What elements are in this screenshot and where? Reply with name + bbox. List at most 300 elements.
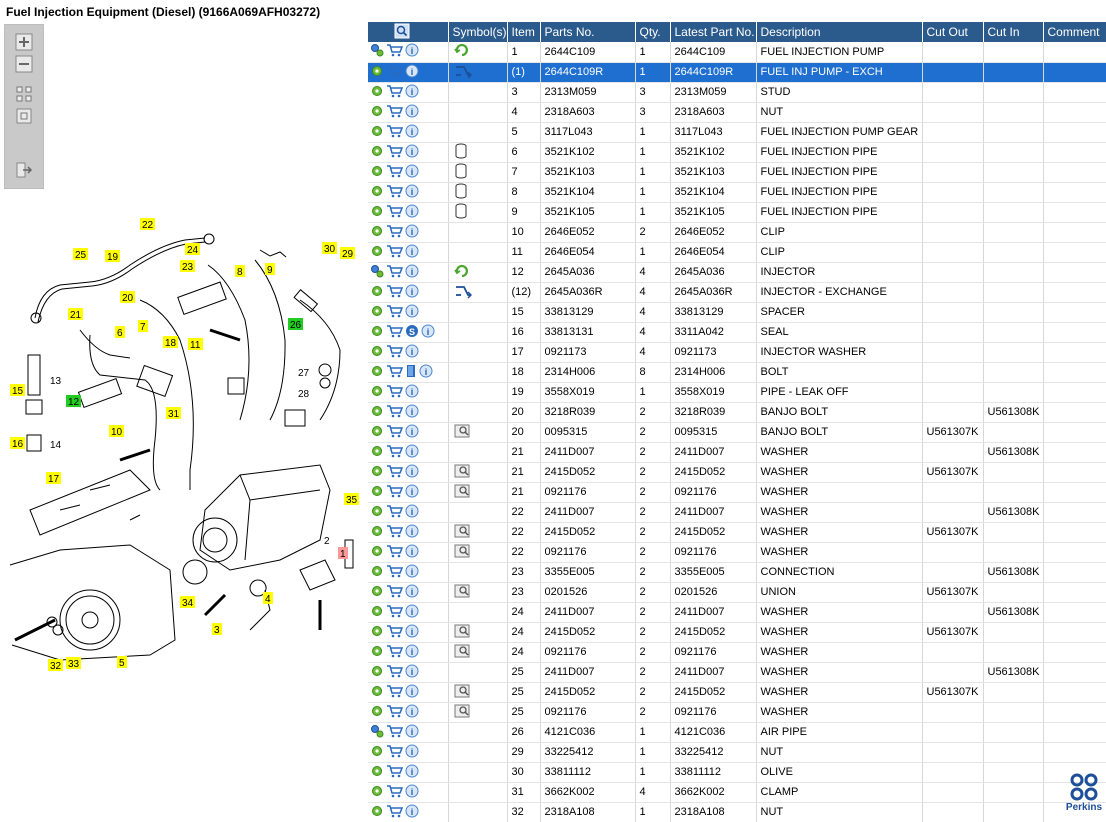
info-icon[interactable]: [405, 204, 419, 221]
table-row[interactable]: [368, 702, 1106, 722]
table-row[interactable]: [368, 722, 1106, 742]
row-cut-in: [983, 242, 1043, 262]
add-to-cart-icon[interactable]: [386, 724, 403, 741]
row-symbol: [448, 102, 507, 122]
info-icon[interactable]: [405, 564, 419, 581]
info-icon[interactable]: [405, 724, 419, 741]
row-part-number: 3218R039: [540, 402, 635, 422]
info-icon[interactable]: [405, 43, 419, 60]
zoom-out-icon[interactable]: [14, 55, 34, 73]
table-row[interactable]: [368, 682, 1106, 702]
svg-text:i: i: [410, 466, 414, 477]
row-cut-in: U561308K: [983, 442, 1043, 462]
gear-icon: [370, 64, 384, 81]
info-icon[interactable]: [405, 804, 419, 821]
row-description: AIR PIPE: [756, 722, 922, 742]
search-doc-icon[interactable]: [454, 684, 472, 701]
svg-text:i: i: [410, 486, 414, 497]
row-latest-part-number: 2415D052: [670, 622, 756, 642]
add-to-cart-icon[interactable]: [386, 184, 403, 201]
callout-17[interactable]: [46, 472, 61, 485]
row-description: INJECTOR: [756, 262, 922, 282]
info-icon[interactable]: [405, 384, 419, 401]
table-row[interactable]: [368, 642, 1106, 662]
row-part-number: 2646E052: [540, 222, 635, 242]
search-doc-icon[interactable]: [454, 644, 472, 661]
header-parts-no[interactable]: Parts No.: [540, 22, 635, 42]
export-icon[interactable]: [14, 161, 34, 179]
callout-28[interactable]: [298, 389, 310, 400]
row-symbol: [448, 342, 507, 362]
row-cut-in: [983, 522, 1043, 542]
row-symbol: [448, 502, 507, 522]
search-doc-icon[interactable]: [454, 524, 472, 541]
row-cut-out: [922, 722, 983, 742]
gear-icon: [370, 484, 384, 501]
row-description: WASHER: [756, 702, 922, 722]
callout-3[interactable]: [212, 623, 222, 636]
callout-33[interactable]: [66, 657, 81, 670]
header-actions[interactable]: [368, 22, 448, 42]
table-row[interactable]: [368, 362, 1106, 382]
header-description[interactable]: Description: [756, 22, 922, 42]
callout-20[interactable]: [120, 291, 135, 304]
callout-22[interactable]: [140, 218, 155, 231]
add-to-cart-icon[interactable]: [386, 264, 403, 281]
header-qty[interactable]: Qty.: [635, 22, 670, 42]
row-latest-part-number: 3117L043: [670, 122, 756, 142]
callout-23[interactable]: [180, 260, 195, 273]
add-to-cart-icon[interactable]: [386, 464, 403, 481]
info-icon[interactable]: [405, 704, 419, 721]
table-search-icon[interactable]: [394, 23, 410, 42]
row-latest-part-number: 2318A603: [670, 102, 756, 122]
table-row[interactable]: [368, 522, 1106, 542]
info-icon[interactable]: [405, 404, 419, 421]
callout-label: 22: [142, 220, 154, 231]
info-icon[interactable]: [405, 524, 419, 541]
row-comment: [1043, 522, 1106, 542]
add-to-cart-icon[interactable]: [386, 344, 403, 361]
info-icon[interactable]: [405, 304, 419, 321]
table-row[interactable]: [368, 302, 1106, 322]
row-part-number: 3355E005: [540, 562, 635, 582]
info-icon[interactable]: [405, 64, 419, 81]
info-icon[interactable]: [405, 184, 419, 201]
row-part-number: 2411D007: [540, 442, 635, 462]
row-latest-part-number: 3311A042: [670, 322, 756, 342]
callout-1[interactable]: [338, 547, 348, 560]
info-icon[interactable]: [405, 544, 419, 561]
row-cut-in: [983, 182, 1043, 202]
info-icon[interactable]: [405, 484, 419, 501]
info-icon[interactable]: [405, 224, 419, 241]
table-row[interactable]: [368, 142, 1106, 162]
row-latest-part-number: 2644C109R: [670, 62, 756, 82]
row-latest-part-number: 2415D052: [670, 682, 756, 702]
row-item: (12): [507, 282, 540, 302]
callout-9[interactable]: [265, 263, 275, 276]
table-row[interactable]: [368, 382, 1106, 402]
info-icon[interactable]: [405, 424, 419, 441]
callout-15[interactable]: [10, 384, 25, 397]
add-to-cart-icon[interactable]: [386, 164, 403, 181]
row-cut-in: [983, 382, 1043, 402]
row-qty: 8: [635, 362, 670, 382]
table-row[interactable]: [368, 622, 1106, 642]
row-cut-out: U561307K: [922, 622, 983, 642]
callout-7[interactable]: [138, 320, 148, 333]
callout-10[interactable]: [109, 425, 124, 438]
add-to-cart-icon[interactable]: [386, 104, 403, 121]
callout-label: 10: [111, 427, 123, 438]
callout-19[interactable]: [105, 250, 120, 263]
row-actions: [368, 202, 448, 222]
info-icon[interactable]: [405, 744, 419, 761]
fit-all-icon[interactable]: [14, 85, 34, 103]
row-qty: 2: [635, 542, 670, 562]
table-row[interactable]: [368, 322, 1106, 342]
callout-27[interactable]: [298, 368, 310, 379]
table-row[interactable]: [368, 242, 1106, 262]
add-to-cart-icon[interactable]: [386, 324, 403, 341]
row-latest-part-number: 0095315: [670, 422, 756, 442]
row-description: STUD: [756, 82, 922, 102]
callout-6[interactable]: [115, 326, 125, 339]
gear-icon: [370, 624, 384, 641]
table-row[interactable]: [368, 102, 1106, 122]
row-actions: [368, 362, 448, 382]
info-icon[interactable]: [405, 344, 419, 361]
header-latest-part-no[interactable]: Latest Part No.: [670, 22, 756, 42]
search-doc-icon[interactable]: [454, 464, 472, 481]
row-actions: [368, 742, 448, 762]
row-comment: [1043, 462, 1106, 482]
svg-text:i: i: [410, 606, 414, 617]
row-comment: [1043, 542, 1106, 562]
search-doc-icon[interactable]: [454, 424, 472, 441]
info-icon[interactable]: [405, 684, 419, 701]
table-row[interactable]: [368, 602, 1106, 622]
search-doc-icon[interactable]: [454, 704, 472, 721]
svg-text:i: i: [410, 586, 414, 597]
add-to-cart-icon[interactable]: [386, 404, 403, 421]
table-row[interactable]: [368, 562, 1106, 582]
add-to-cart-icon[interactable]: [386, 444, 403, 461]
row-part-number: 3662K002: [540, 782, 635, 802]
row-cut-in: [983, 702, 1043, 722]
cylinder-icon: [454, 203, 468, 222]
search-doc-icon[interactable]: [454, 484, 472, 501]
gear-icon: [370, 544, 384, 561]
table-row[interactable]: [368, 182, 1106, 202]
svg-text:i: i: [410, 506, 414, 517]
row-actions: [368, 182, 448, 202]
row-symbol: [448, 202, 507, 222]
info-icon[interactable]: [405, 164, 419, 181]
info-icon[interactable]: [405, 784, 419, 801]
callout-label: 13: [50, 376, 62, 387]
row-actions: [368, 522, 448, 542]
row-comment: [1043, 682, 1106, 702]
row-symbol: [448, 762, 507, 782]
svg-text:i: i: [410, 646, 414, 657]
cylinder-icon: [454, 183, 468, 202]
exploded-parts-diagram: [0, 190, 362, 690]
row-actions: [368, 642, 448, 662]
row-comment: [1043, 82, 1106, 102]
add-to-cart-icon[interactable]: [386, 284, 403, 301]
row-qty: 1: [635, 242, 670, 262]
row-description: CLIP: [756, 222, 922, 242]
callout-25[interactable]: [73, 248, 88, 261]
row-description: BOLT: [756, 362, 922, 382]
callout-5[interactable]: [117, 656, 127, 669]
add-to-cart-icon[interactable]: [386, 564, 403, 581]
info-icon[interactable]: [421, 324, 435, 341]
row-qty: 3: [635, 102, 670, 122]
add-to-cart-icon[interactable]: [386, 304, 403, 321]
row-latest-part-number: 0921176: [670, 642, 756, 662]
callout-34[interactable]: [180, 596, 195, 609]
info-icon[interactable]: [405, 104, 419, 121]
row-cut-out: [922, 602, 983, 622]
header-item[interactable]: Item: [507, 22, 540, 42]
supersession-icon[interactable]: [405, 324, 419, 341]
add-to-cart-icon[interactable]: [386, 204, 403, 221]
fit-page-icon[interactable]: [14, 107, 34, 125]
info-icon[interactable]: [405, 644, 419, 661]
row-part-number: 2415D052: [540, 682, 635, 702]
table-row[interactable]: [368, 162, 1106, 182]
add-to-cart-icon[interactable]: [386, 244, 403, 261]
callout-label: 3: [214, 625, 220, 636]
row-latest-part-number: 2411D007: [670, 602, 756, 622]
table-row[interactable]: [368, 442, 1106, 462]
info-icon[interactable]: [405, 84, 419, 101]
row-part-number: 2645A036R: [540, 282, 635, 302]
row-cut-in: [983, 582, 1043, 602]
table-row[interactable]: [368, 782, 1106, 802]
gears-icon: [370, 43, 384, 60]
row-actions: [368, 442, 448, 462]
row-description: WASHER: [756, 662, 922, 682]
add-to-cart-icon[interactable]: [386, 624, 403, 641]
callout-35[interactable]: [344, 493, 359, 506]
callout-14[interactable]: [50, 440, 62, 451]
row-qty: 4: [635, 342, 670, 362]
add-to-cart-icon[interactable]: [386, 384, 403, 401]
row-qty: 2: [635, 622, 670, 642]
table-row[interactable]: [368, 282, 1106, 302]
table-row[interactable]: [368, 402, 1106, 422]
callout-26[interactable]: [288, 318, 303, 331]
info-icon[interactable]: [405, 624, 419, 641]
info-icon[interactable]: [405, 444, 419, 461]
add-to-cart-icon[interactable]: [386, 584, 403, 601]
add-to-cart-icon[interactable]: [386, 224, 403, 241]
row-cut-in: [983, 102, 1043, 122]
table-row[interactable]: [368, 802, 1106, 822]
add-to-cart-icon[interactable]: [386, 43, 403, 60]
info-icon[interactable]: [405, 144, 419, 161]
callout-label: 28: [298, 389, 310, 400]
svg-text:i: i: [410, 126, 414, 137]
add-to-cart-icon[interactable]: [386, 784, 403, 801]
callout-4[interactable]: [263, 592, 273, 605]
add-to-cart-icon[interactable]: [386, 764, 403, 781]
table-row[interactable]: [368, 542, 1106, 562]
header-cut-out[interactable]: Cut Out: [922, 22, 983, 42]
info-icon[interactable]: [405, 604, 419, 621]
svg-text:i: i: [410, 626, 414, 637]
row-symbol: [448, 122, 507, 142]
row-part-number: 33813131: [540, 322, 635, 342]
row-cut-out: [922, 82, 983, 102]
table-row[interactable]: [368, 482, 1106, 502]
table-row[interactable]: [368, 122, 1106, 142]
add-to-cart-icon[interactable]: [386, 664, 403, 681]
callout-label: 34: [182, 598, 194, 609]
row-cut-in: U561308K: [983, 602, 1043, 622]
callout-29[interactable]: [340, 247, 355, 260]
row-latest-part-number: 33225412: [670, 742, 756, 762]
callout-18[interactable]: [163, 336, 178, 349]
callout-30[interactable]: [322, 242, 337, 255]
row-actions: [368, 802, 448, 822]
svg-text:i: i: [410, 786, 414, 797]
svg-text:i: i: [410, 426, 414, 437]
search-doc-icon[interactable]: [454, 624, 472, 641]
callout-31[interactable]: [166, 407, 181, 420]
svg-text:i: i: [410, 266, 414, 277]
add-to-cart-icon[interactable]: [386, 804, 403, 821]
info-icon[interactable]: [405, 284, 419, 301]
add-to-cart-icon[interactable]: [386, 64, 403, 81]
row-item: 25: [507, 682, 540, 702]
table-row[interactable]: [368, 62, 1106, 82]
table-row[interactable]: [368, 662, 1106, 682]
info-icon[interactable]: [405, 464, 419, 481]
table-row[interactable]: [368, 462, 1106, 482]
add-to-cart-icon[interactable]: [386, 744, 403, 761]
svg-text:i: i: [410, 226, 414, 237]
row-comment: [1043, 262, 1106, 282]
table-row[interactable]: [368, 582, 1106, 602]
info-icon[interactable]: [405, 764, 419, 781]
gear-icon: [370, 344, 384, 361]
row-description: WASHER: [756, 522, 922, 542]
info-icon[interactable]: [405, 244, 419, 261]
table-row[interactable]: [368, 762, 1106, 782]
callout-8[interactable]: [235, 265, 245, 278]
add-to-cart-icon[interactable]: [386, 684, 403, 701]
info-icon[interactable]: [419, 364, 433, 381]
row-cut-out: [922, 482, 983, 502]
row-part-number: 2644C109: [540, 42, 635, 62]
row-qty: 1: [635, 802, 670, 822]
info-icon[interactable]: [405, 264, 419, 281]
zoom-in-icon[interactable]: [14, 33, 34, 51]
table-row[interactable]: [368, 502, 1106, 522]
row-part-number: 33225412: [540, 742, 635, 762]
header-symbol-s[interactable]: Symbol(s): [448, 22, 507, 42]
recycle-icon: [454, 263, 470, 282]
row-qty: 1: [635, 42, 670, 62]
search-doc-icon[interactable]: [454, 584, 472, 601]
add-to-cart-icon[interactable]: [386, 144, 403, 161]
callout-32[interactable]: [48, 659, 63, 672]
callout-label: 30: [324, 244, 336, 255]
callout-13[interactable]: [50, 376, 62, 387]
row-qty: 2: [635, 222, 670, 242]
search-doc-icon[interactable]: [454, 544, 472, 561]
row-symbol: [448, 662, 507, 682]
table-row[interactable]: [368, 342, 1106, 362]
row-cut-in: [983, 282, 1043, 302]
svg-text:i: i: [410, 406, 414, 417]
add-to-cart-icon[interactable]: [386, 544, 403, 561]
info-icon[interactable]: [405, 504, 419, 521]
row-symbol: [448, 542, 507, 562]
row-item: 9: [507, 202, 540, 222]
row-cut-in: [983, 122, 1043, 142]
row-symbol: [448, 782, 507, 802]
info-icon[interactable]: [405, 124, 419, 141]
add-to-cart-icon[interactable]: [386, 504, 403, 521]
table-row[interactable]: [368, 42, 1106, 62]
add-to-cart-icon[interactable]: [386, 644, 403, 661]
add-to-cart-icon[interactable]: [386, 604, 403, 621]
add-to-cart-icon[interactable]: [386, 84, 403, 101]
row-comment: [1043, 742, 1106, 762]
info-icon[interactable]: [405, 664, 419, 681]
table-row[interactable]: [368, 262, 1106, 282]
row-symbol: [448, 222, 507, 242]
table-row[interactable]: [368, 202, 1106, 222]
header-cut-in[interactable]: Cut In: [983, 22, 1043, 42]
table-row[interactable]: [368, 82, 1106, 102]
add-to-cart-icon[interactable]: [386, 524, 403, 541]
svg-text:i: i: [410, 346, 414, 357]
callout-16[interactable]: [10, 437, 25, 450]
table-row[interactable]: [368, 742, 1106, 762]
callout-21[interactable]: [68, 308, 83, 321]
row-actions: [368, 282, 448, 302]
table-row[interactable]: [368, 222, 1106, 242]
row-part-number: 2411D007: [540, 662, 635, 682]
add-to-cart-icon[interactable]: [386, 124, 403, 141]
row-cut-out: [922, 162, 983, 182]
callout-2[interactable]: [324, 536, 330, 547]
row-item: 15: [507, 302, 540, 322]
table-row[interactable]: [368, 422, 1106, 442]
row-part-number: 2415D052: [540, 622, 635, 642]
callout-11[interactable]: [188, 338, 203, 351]
row-comment: [1043, 382, 1106, 402]
add-to-cart-icon[interactable]: [386, 364, 403, 381]
info-icon[interactable]: [405, 584, 419, 601]
manual-icon[interactable]: [405, 364, 417, 381]
header-comment[interactable]: Comment: [1043, 22, 1106, 42]
add-to-cart-icon[interactable]: [386, 704, 403, 721]
row-qty: 2: [635, 482, 670, 502]
add-to-cart-icon[interactable]: [386, 424, 403, 441]
callout-24[interactable]: [185, 243, 200, 256]
callout-12[interactable]: [66, 395, 81, 408]
row-comment: [1043, 582, 1106, 602]
add-to-cart-icon[interactable]: [386, 484, 403, 501]
